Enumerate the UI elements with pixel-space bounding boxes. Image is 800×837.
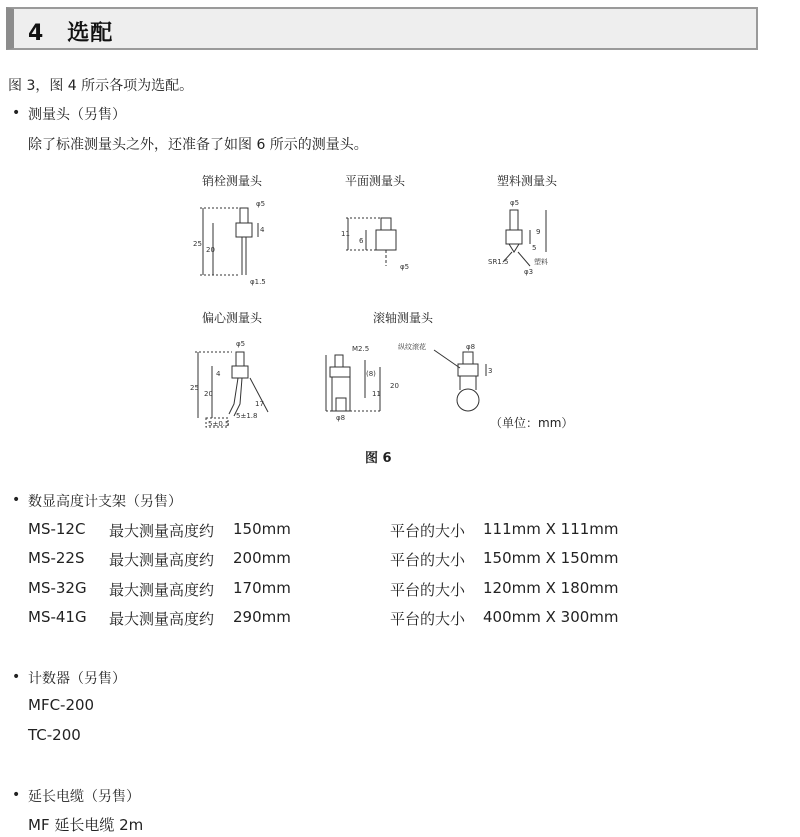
dim-roller-20: 20: [390, 382, 399, 390]
counter-item: TC-200: [28, 726, 81, 744]
stand-height: 290mm: [233, 608, 291, 626]
stand-size: 400mm X 300mm: [483, 608, 619, 626]
dim-plastic-phi5: φ5: [510, 199, 520, 207]
dim-flat-6: 6: [359, 237, 364, 245]
unit-label: （单位：mm）: [490, 416, 574, 430]
stands-title: 数显高度计支架（另售）: [28, 494, 182, 510]
stand-size-label: 平台的大小: [390, 581, 466, 599]
dim-pin-phi15: φ1.5: [250, 278, 266, 286]
cable-item: MF 延长电缆 2m: [28, 816, 144, 834]
dim-pin-phi5: φ5: [256, 200, 266, 208]
stand-model: MS-12C: [28, 520, 86, 538]
figure-caption: 图 6: [365, 451, 392, 466]
cables-title: 延长电缆（另售）: [28, 789, 140, 805]
plastic-mark: 塑料: [534, 258, 548, 266]
bullet-probes: •: [12, 105, 21, 121]
dim-offset-505: 5±0.5: [208, 420, 230, 428]
label-plastic-probe: 塑料测量头: [497, 174, 558, 188]
counter-item: MFC-200: [28, 696, 95, 714]
label-flat-probe: 平面测量头: [345, 174, 406, 188]
dim-offset-25: 25: [190, 384, 199, 392]
dim-roller-11: 11: [372, 390, 381, 398]
dim-roller-8: (8): [366, 370, 376, 378]
roller-probe-drawing: [326, 350, 486, 411]
stand-model: MS-32G: [28, 579, 87, 597]
dim-roller-phi8-top: φ8: [466, 343, 476, 351]
counters-title: 计数器（另售）: [28, 671, 126, 687]
dim-offset-17: 17: [255, 400, 264, 408]
bullet-stands: •: [12, 492, 21, 508]
pin-probe-drawing: [200, 208, 258, 275]
dim-flat-11: 11: [341, 230, 350, 238]
dim-offset-4: 4: [216, 370, 221, 378]
dim-plastic-sr15: SR1.5: [488, 258, 509, 266]
bullet-counters: •: [12, 669, 21, 685]
label-pin-probe: 销栓测量头: [202, 174, 263, 188]
stand-size: 120mm X 180mm: [483, 579, 619, 597]
dim-offset-58: 5±1.8: [236, 412, 258, 420]
dim-pin-20: 20: [206, 246, 215, 254]
stand-height-label: 最大测量高度约: [109, 610, 215, 628]
intro-text: 图 3，图 4 所示各项为选配。: [8, 78, 194, 94]
stand-size: 150mm X 150mm: [483, 549, 619, 567]
bullet-cables: •: [12, 787, 21, 803]
stand-height: 170mm: [233, 579, 291, 597]
probes-title: 测量头（另售）: [28, 107, 126, 123]
dim-flat-phi5: φ5: [400, 263, 410, 271]
stand-model: MS-22S: [28, 549, 85, 567]
roller-knurl-label: 纵纹滚花: [398, 343, 426, 351]
section-title: 4 选配: [28, 21, 114, 46]
stand-size-label: 平台的大小: [390, 551, 466, 569]
dim-pin-4: 4: [260, 226, 265, 234]
stand-height-label: 最大测量高度约: [109, 522, 215, 540]
stand-height: 150mm: [233, 520, 291, 538]
stand-size-label: 平台的大小: [390, 610, 466, 628]
flat-probe-drawing: [346, 218, 396, 266]
dim-plastic-9: 9: [536, 228, 541, 236]
stand-size-label: 平台的大小: [390, 522, 466, 540]
dim-roller-3: 3: [488, 367, 493, 375]
dim-plastic-5: 5: [532, 244, 537, 252]
label-offset-probe: 偏心测量头: [202, 311, 263, 325]
label-roller-probe: 滚轴测量头: [373, 311, 434, 325]
stand-model: MS-41G: [28, 608, 87, 626]
dim-plastic-phi3: φ3: [524, 268, 534, 276]
dim-roller-m25: M2.5: [352, 345, 370, 353]
stand-height: 200mm: [233, 549, 291, 567]
probes-description: 除了标准测量头之外，还准备了如图 6 所示的测量头。: [28, 137, 368, 153]
stand-size: 111mm X 111mm: [483, 520, 619, 538]
dim-offset-phi5: φ5: [236, 340, 246, 348]
dim-pin-25: 25: [193, 240, 202, 248]
dim-offset-20: 20: [204, 390, 213, 398]
stand-height-label: 最大测量高度约: [109, 551, 215, 569]
dim-roller-phi8: φ8: [336, 414, 346, 422]
stand-height-label: 最大测量高度约: [109, 581, 215, 599]
